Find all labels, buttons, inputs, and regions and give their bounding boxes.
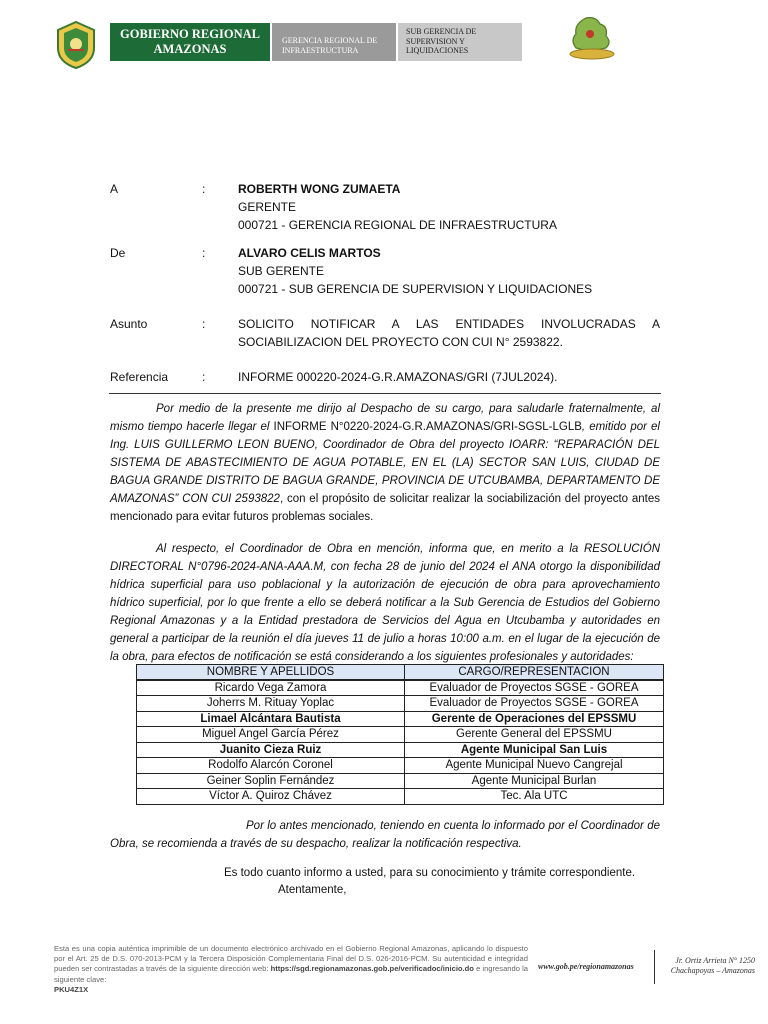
reference-text: INFORME 000220-2024-G.R.AMAZONAS/GRI (7JUL2024). [238, 370, 558, 384]
table-cell-name: Víctor A. Quiroz Chávez [137, 789, 405, 805]
p1-informe-ref: INFORME N°0220-2024-G.R.AMAZONAS/GRI-SGSL-LGLB [273, 421, 582, 433]
table-cell-name: Limael Alcántara Bautista [137, 711, 405, 727]
table-cell-name: Rodolfo Alarcón Coronel [137, 758, 405, 774]
from-block [238, 244, 660, 298]
office-address-line2: Chachapoyas – Amazonas [670, 966, 755, 975]
to-name: ROBERTH WONG ZUMAETA [238, 182, 401, 196]
verify-link[interactable]: https://sgd.regionamazonas.gob.pe/verificadoc/inicio.do [270, 964, 474, 974]
dept-sgsl-line1: SUB GERENCIA DE [406, 27, 477, 36]
table-header-role: CARGO/REPRESENTACION [405, 665, 664, 681]
table-header-row [137, 665, 664, 681]
table-cell-role: Agente Municipal Burlan [405, 773, 664, 789]
dept-sgsl-line3: LIQUIDACIONES [406, 46, 469, 55]
p1-project: , emitido por el Ing. LUIS GUILLERMO LEON BUENO, Coordinador de Obra del proyecto IOARR: “REPARACIÓN DEL SISTEMA DE ABASTECIMIENTO DE AGUA POTABLE, EN EL (LA) SECTOR SAN LUIS, CIUDAD DE BAGUA GRANDE DISTRITO DE BAGUA GRANDE, PROVINCIA DE UTCUBAMBA, DEPARTAMENTO DE AMAZONAS” CON CUI 2593822 [110, 421, 660, 505]
table-header-name: NOMBRE Y APELLIDOS [137, 665, 405, 681]
from-title: SUB GERENTE [238, 264, 325, 278]
p1-intro: Por medio de la presente me dirijo al Despacho de su cargo, para saludarle fraternalmente, al mismo tiempo hacerle llegar el [110, 403, 660, 433]
table-row [137, 727, 664, 743]
office-address-line1: Jr. Ortiz Arrieta N° 1250 [675, 956, 755, 965]
dept-sgsl-banner [398, 23, 522, 61]
dept-sgsl-line2: SUPERVISION Y [406, 36, 465, 46]
reference-label: Referencia [110, 370, 169, 384]
subject-text: SOLICITO NOTIFICAR A LAS ENTIDADES INVOLUCRADAS A SOCIABILIZACION DEL PROYECTO CON CUI N° 2593822. [238, 317, 660, 349]
table-cell-name: Joherrs M. Rituay Yoplac [137, 696, 405, 712]
office-address [659, 956, 755, 976]
to-block [238, 180, 660, 234]
dept-gri-banner [272, 23, 396, 61]
verification-key: PKU4Z1X [54, 984, 89, 994]
body-paragraph-1 [110, 400, 660, 526]
from-colon: : [202, 246, 206, 260]
subject-colon: : [202, 317, 206, 331]
p1-closing: , con el propósito de solicitar realizar la sociabilización del proyecto antes mencionado para evitar futuros problemas sociales. [110, 493, 660, 523]
table-cell-name: Miguel Angel García Pérez [137, 727, 405, 743]
table-row [137, 742, 664, 758]
from-unit: 000721 - SUB GERENCIA DE SUPERVISION Y LIQUIDACIONES [238, 282, 593, 296]
regional-crest-logo [54, 20, 98, 70]
table-row [137, 680, 664, 696]
table-row [137, 711, 664, 727]
dept-gri-line2: INFRAESTRUCTURA [282, 45, 359, 55]
to-title: GERENTE [238, 200, 297, 214]
table-cell-role: Gerente General del EPSSMU [405, 727, 664, 743]
table-cell-role: Gerente de Operaciones del EPSSMU [405, 711, 664, 727]
amazonas-map-logo [566, 16, 618, 62]
body-paragraph-3: Por lo antes mencionado, teniendo en cuenta lo informado por el Coordinador de Obra, se recomienda a través de su despacho, realizar la notificación respectiva. [110, 820, 660, 850]
to-unit: 000721 - GERENCIA REGIONAL DE INFRAESTRUCTURA [238, 218, 557, 232]
from-label: De [110, 246, 126, 260]
footer-separator [654, 950, 655, 984]
org-name-line1: GOBIERNO REGIONAL [120, 27, 260, 41]
reference-colon: : [202, 370, 206, 384]
subject-label: Asunto [110, 317, 148, 331]
table-cell-role: Tec. Ala UTC [405, 789, 664, 805]
closing-line: Es todo cuanto informo a usted, para su conocimiento y trámite correspondiente. [224, 867, 636, 879]
table-cell-name: Ricardo Vega Zamora [137, 680, 405, 696]
signoff: Atentamente, [278, 884, 347, 896]
table-cell-name: Geiner Soplin Fernández [137, 773, 405, 789]
body-paragraph-2: Al respecto, el Coordinador de Obra en mención, informa que, en merito a la RESOLUCIÓN DIRECTORAL N°0796-2024-ANA-AAA.M, con fecha 28 de junio del 2024 el ANA otorgo la disponibilidad hídrica superficial para uso poblacional y la autorización de ejecución de obra para aprovechamiento hídrico superficial, por lo que frente a ello se deberá notificar a la Sub Gerencia de Estudios del Gobierno Regional Amazonas y a la Entidad prestadora de Servicios del Agua en Utcubamba y autoridades en general a participar de la reunión el día jueves 11 de julio a horas 10:00 a.m. en el lugar de la ejecución de la obra, para efectos de notificación se está considerando a los siguientes profesionales y autoridades: [110, 543, 660, 663]
table-row [137, 696, 664, 712]
table-cell-role: Agente Municipal San Luis [405, 742, 664, 758]
table-cell-name: Juanito Cieza Ruiz [137, 742, 405, 758]
table-row [137, 773, 664, 789]
authenticity-text: Esta es una copia auténtica imprimible de un documento electrónico archivado en el Gobierno Regional Amazonas, aplicando lo dispuesto por el Art. 25 de D.S. 070-2013-PCM y la Tercera Disposición Complementaria Final del D.S. 026-2016-PCM. Su autenticidad e integridad pueden ser contrastadas a través de la siguiente dirección web: [54, 944, 528, 974]
table-cell-role: Evaluador de Proyectos SGSE - GOREA [405, 696, 664, 712]
participants-table [136, 664, 664, 805]
to-label: A [110, 182, 119, 196]
table-cell-role: Evaluador de Proyectos SGSE - GOREA [405, 680, 664, 696]
website-link[interactable]: www.gob.pe/regionamazonas [538, 962, 634, 971]
header-divider [109, 393, 661, 394]
org-name-banner [110, 23, 270, 61]
authenticity-text-end: e ingresando la siguiente clave: [54, 964, 528, 984]
table-cell-role: Agente Municipal Nuevo Cangrejal [405, 758, 664, 774]
authenticity-note [54, 944, 528, 995]
dept-gri-line1: GERENCIA REGIONAL DE [282, 36, 378, 45]
table-row [137, 758, 664, 774]
org-name-line2: AMAZONAS [153, 42, 227, 56]
table-row [137, 789, 664, 805]
from-name: ALVARO CELIS MARTOS [238, 246, 381, 260]
to-colon: : [202, 182, 206, 196]
